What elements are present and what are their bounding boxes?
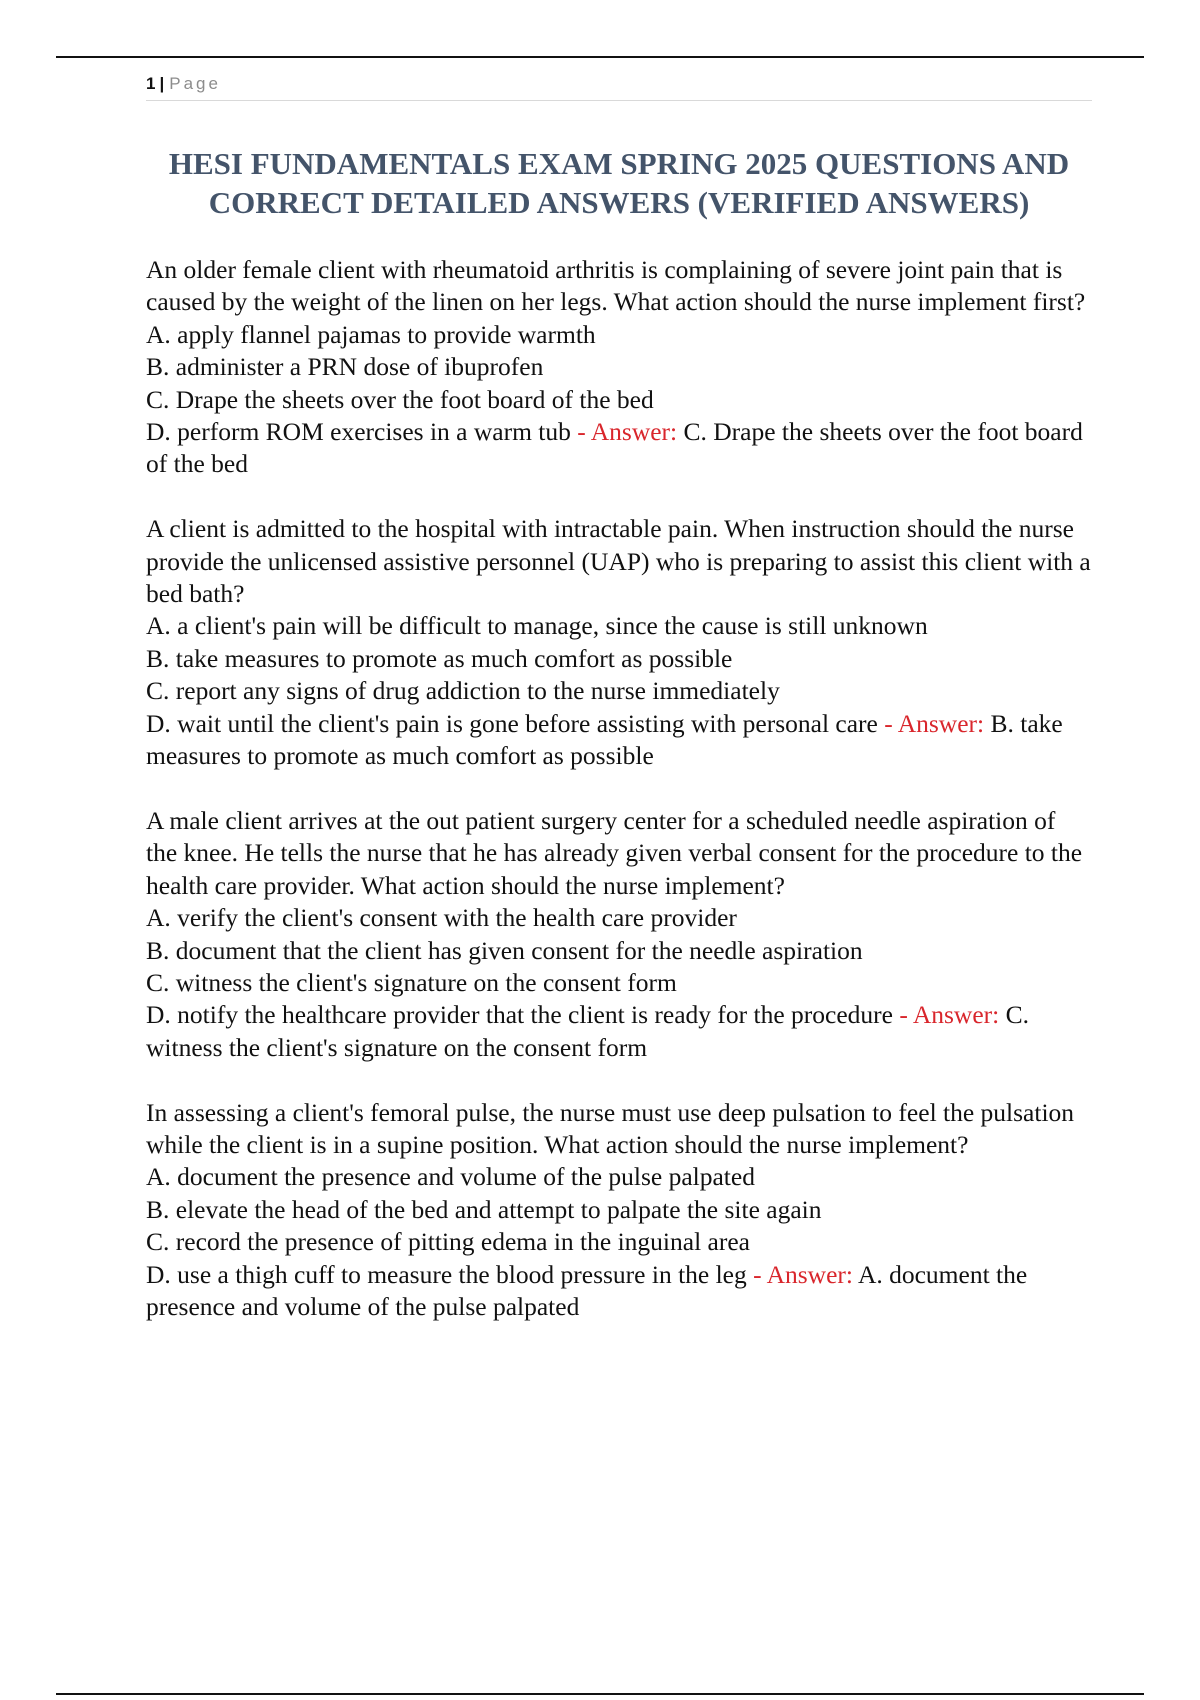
option-d-with-answer xyxy=(146,999,1092,1064)
question-stem: In assessing a client's femoral pulse, the nurse must use deep pulsation to feel the pulsation while the client is in a supine position. What action should the nurse implement? xyxy=(146,1097,1075,1159)
question-block xyxy=(146,1097,1092,1324)
option-c: C. Drape the sheets over the foot board of the bed xyxy=(146,384,654,414)
question-block xyxy=(146,805,1092,1064)
option-c: C. report any signs of drug addiction to the nurse immediately xyxy=(146,676,780,706)
questions-list xyxy=(146,254,1092,1356)
page-header xyxy=(146,74,1092,101)
option-a: A. verify the client's consent with the health care provider xyxy=(146,903,737,933)
bottom-rule xyxy=(56,1693,1144,1695)
option-d: D. notify the healthcare provider that the client is ready for the procedure xyxy=(146,1000,893,1030)
option-c: C. witness the client's signature on the consent form xyxy=(146,967,677,997)
answer-label: - Answer: xyxy=(884,708,985,738)
option-b: B. administer a PRN dose of ibuprofen xyxy=(146,352,544,382)
option-d-with-answer xyxy=(146,1259,1092,1324)
option-a: A. document the presence and volume of the pulse palpated xyxy=(146,1162,755,1192)
question-stem: An older female client with rheumatoid arthritis is complaining of severe joint pain that is caused by the weight of the linen on her legs. What action should the nurse implement first? xyxy=(146,255,1086,317)
answer-label: - Answer: xyxy=(753,1259,853,1289)
answer-text: B. take measures to promote as much comfort as possible xyxy=(146,708,1063,771)
page-label: Page xyxy=(169,74,221,93)
top-rule xyxy=(56,56,1144,58)
question-stem: A client is admitted to the hospital with intractable pain. When instruction should the nurse provide the unlicensed assistive personnel (UAP) who is preparing to assist this client with a bed bath? xyxy=(146,514,1091,609)
option-b: B. document that the client has given consent for the needle aspiration xyxy=(146,935,863,965)
option-d: D. use a thigh cuff to measure the blood pressure in the leg xyxy=(146,1259,747,1289)
option-a: A. apply flannel pajamas to provide warmth xyxy=(146,319,596,349)
answer-text: C. witness the client's signature on the consent form xyxy=(146,1000,1029,1062)
answer-label: - Answer: xyxy=(577,417,678,447)
page-number: 1 xyxy=(146,74,156,93)
answer-text: A. document the presence and volume of the pulse palpated xyxy=(146,1259,1028,1321)
option-d-with-answer xyxy=(146,416,1092,481)
option-d: D. wait until the client's pain is gone before assisting with personal care xyxy=(146,708,878,738)
answer-text: C. Drape the sheets over the foot board of the bed xyxy=(146,417,1083,479)
question-block xyxy=(146,513,1092,772)
option-c: C. record the presence of pitting edema in the inguinal area xyxy=(146,1227,750,1257)
page-separator: | xyxy=(159,74,165,93)
document-title: HESI FUNDAMENTALS EXAM SPRING 2025 QUESTIONS AND CORRECT DETAILED ANSWERS (VERIFIED ANSWERS) xyxy=(168,146,1070,220)
option-a: A. a client's pain will be difficult to manage, since the cause is still unknown xyxy=(146,611,928,641)
question-stem: A male client arrives at the out patient surgery center for a scheduled needle aspiration of the knee. He tells the nurse that he has already given verbal consent for the procedure to the health care provider. What action should the nurse implement? xyxy=(146,805,1083,900)
option-b: B. elevate the head of the bed and attempt to palpate the site again xyxy=(146,1194,822,1224)
option-d-with-answer xyxy=(146,708,1092,773)
question-block xyxy=(146,254,1092,481)
answer-label: - Answer: xyxy=(899,1000,1000,1030)
option-d: D. perform ROM exercises in a warm tub xyxy=(146,417,571,447)
option-b: B. take measures to promote as much comfort as possible xyxy=(146,643,733,673)
